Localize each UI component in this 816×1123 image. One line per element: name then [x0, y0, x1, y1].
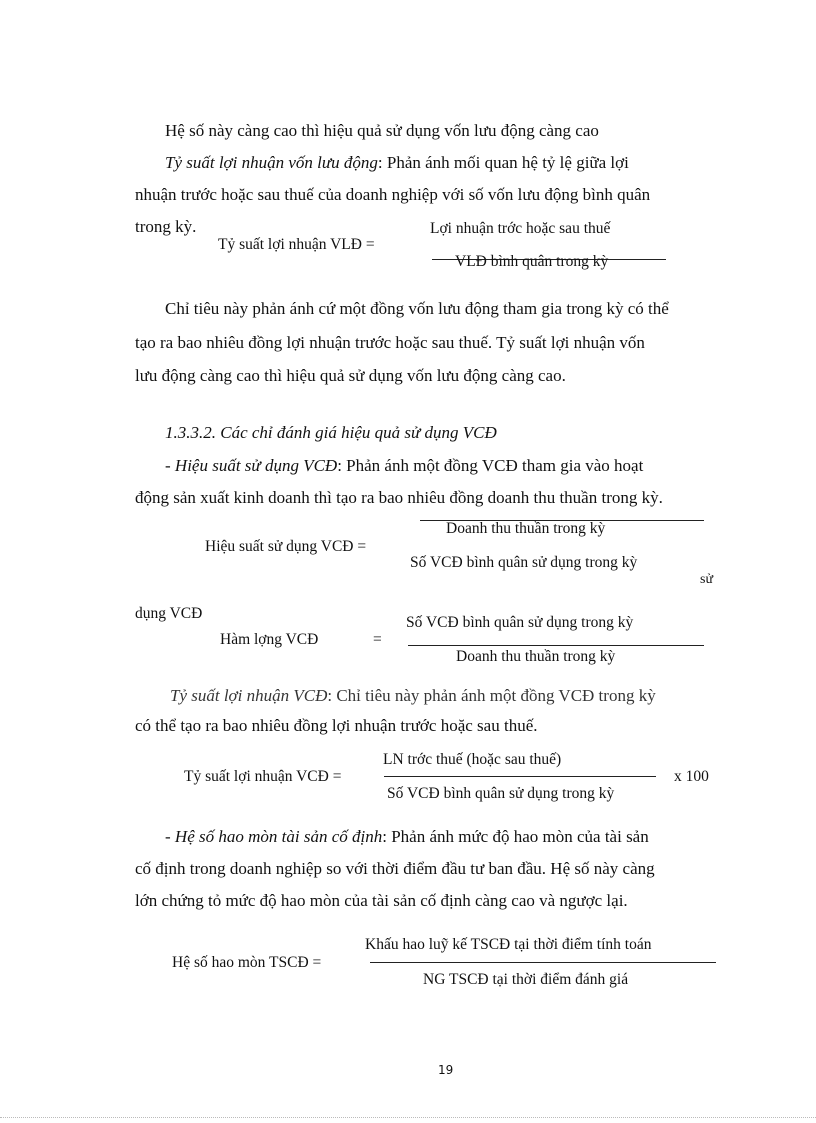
- term-vcđ-efficiency: Hiệu suất sử dụng VCĐ: [174, 456, 338, 475]
- term-vcđ-profit-ratio: Tỷ suất lợi nhuận VCĐ: [170, 686, 328, 705]
- formula-label: Tỷ suất lợi nhuận VLĐ =: [218, 236, 375, 253]
- paragraph-line: cố định trong doanh nghiệp so với thời điểm đầu tư ban đầu. Hệ số này càng: [135, 859, 655, 878]
- term-vlđ-profit-ratio: Tỷ suất lợi nhuận vốn lưu động: [165, 153, 378, 172]
- definition-text: : Phản ánh một đồng VCĐ tham gia vào hoạt: [337, 456, 644, 475]
- formula-label: Hiệu suất sử dụng VCĐ =: [205, 538, 367, 555]
- formula-denominator: Số VCĐ bình quân sử dụng trong kỳ: [387, 785, 615, 802]
- definition-text: : Phản ánh mối quan hệ tỷ lệ giữa lợi: [377, 153, 629, 172]
- paragraph-line: Chỉ tiêu này phản ánh cứ một đồng vốn lưu động tham gia trong kỳ có thể: [165, 299, 669, 318]
- formula-denominator: Số VCĐ bình quân sử dụng trong kỳ: [410, 554, 638, 571]
- paragraph-line: Hệ số này càng cao thì hiệu quả sử dụng vốn lưu động càng cao: [165, 121, 599, 140]
- definition-text: : Chỉ tiêu này phản ánh một đồng VCĐ trong kỳ: [327, 686, 656, 705]
- formula-multiplier: x 100: [674, 768, 709, 785]
- paragraph-line: có thể tạo ra bao nhiêu đồng lợi nhuận trước hoặc sau thuế.: [135, 716, 538, 735]
- paragraph-line: [165, 827, 649, 847]
- list-dash: -: [165, 827, 175, 846]
- fraction-bar: [370, 962, 716, 963]
- paragraph-line: lớn chứng tỏ mức độ hao mòn của tài sản cố định càng cao và ngược lại.: [135, 891, 628, 910]
- formula-numerator: Số VCĐ bình quân sử dụng trong kỳ: [406, 614, 634, 631]
- paragraph-line: trong kỳ.: [135, 217, 197, 236]
- formula-numerator: Lợi nhuận trớc hoặc sau thuế: [430, 220, 611, 237]
- formula-numerator: LN trớc thuế (hoặc sau thuế): [383, 751, 562, 768]
- clipped-text-fragment: dụng VCĐ: [135, 605, 203, 622]
- formula-label: Tỷ suất lợi nhuận VCĐ =: [184, 768, 342, 785]
- fraction-bar: [384, 776, 656, 777]
- page-bottom-border: [0, 1117, 816, 1118]
- paragraph-line: lưu động càng cao thì hiệu quả sử dụng vốn lưu động càng cao.: [135, 366, 566, 385]
- formula-denominator: NG TSCĐ tại thời điểm đánh giá: [423, 971, 629, 988]
- page-number: 19: [438, 1063, 454, 1077]
- formula-label: Hàm lợng VCĐ: [220, 631, 319, 648]
- clipped-word: sử: [700, 572, 714, 587]
- paragraph-line: [165, 456, 643, 476]
- formula-denominator: VLĐ bình quân trong kỳ: [455, 253, 609, 270]
- paragraph-line: [165, 153, 629, 173]
- term-fixed-asset-depreciation: Hệ số hao mòn tài sản cố định: [174, 827, 383, 846]
- paragraph-line: [170, 686, 656, 706]
- section-heading: 1.3.3.2. Các chỉ đánh giá hiệu quả sử dụng VCĐ: [165, 423, 497, 442]
- formula-equals: =: [373, 631, 382, 648]
- list-dash: -: [165, 456, 175, 475]
- formula-numerator: Doanh thu thuần trong kỳ: [446, 520, 606, 537]
- formula-label: Hệ số hao mòn TSCĐ =: [172, 954, 322, 971]
- paragraph-line: động sản xuất kinh doanh thì tạo ra bao nhiêu đồng doanh thu thuần trong kỳ.: [135, 488, 663, 507]
- formula-numerator: Khấu hao luỹ kế TSCĐ tại thời điểm tính toán: [365, 936, 652, 953]
- paragraph-line: tạo ra bao nhiêu đồng lợi nhuận trước hoặc sau thuế. Tỷ suất lợi nhuận vốn: [135, 333, 645, 352]
- paragraph-line: nhuận trước hoặc sau thuế của doanh nghiệp với số vốn lưu động bình quân: [135, 185, 651, 204]
- fraction-bar: [408, 645, 704, 646]
- definition-text: : Phản ánh mức độ hao mòn của tài sản: [382, 827, 649, 846]
- formula-denominator: Doanh thu thuần trong kỳ: [456, 648, 616, 665]
